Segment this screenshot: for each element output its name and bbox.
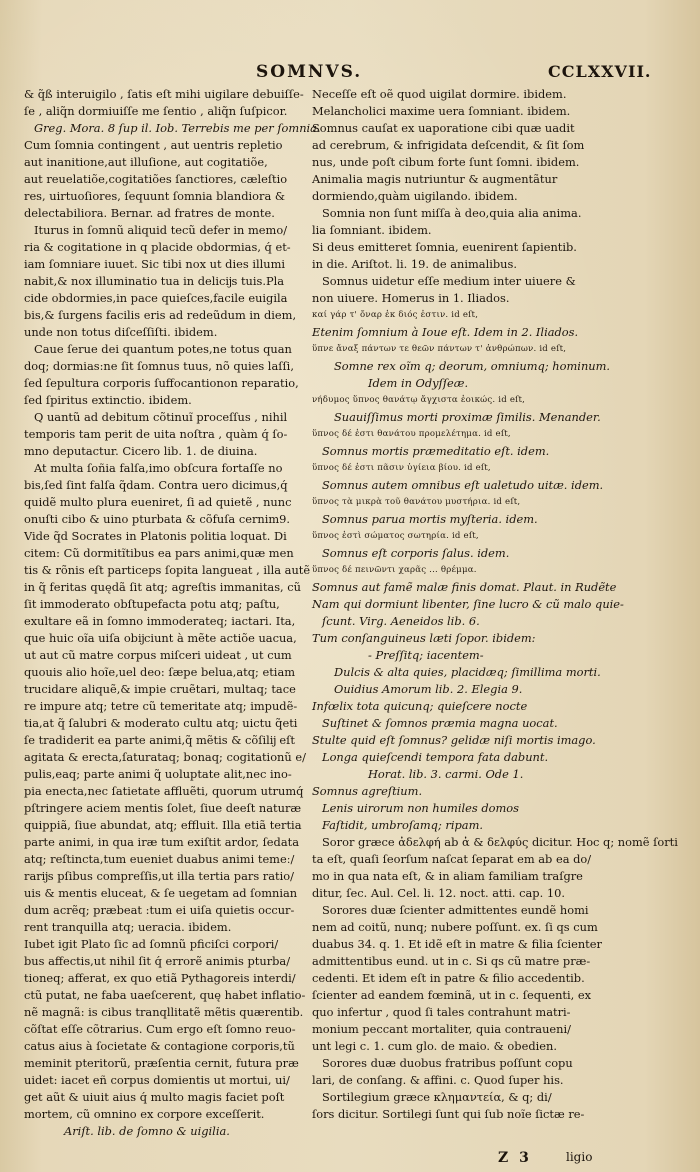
text-line: - Preſſitq; iacentem-: [368, 648, 484, 662]
text-line: onuſti cibo & uino pturbata & cõfuſa cernim9.: [24, 512, 291, 526]
text-line: Stulte quid eſt ſomnus? gelidæ niſi mortis imago.: [312, 733, 596, 747]
text-line: Somnus cauſat ex uaporatione cibi quæ uadit: [312, 121, 575, 135]
text-line: uidet: iacet eñ corpus domientis ut mortui, ui/: [24, 1073, 290, 1087]
text-line: Suauiſſimus morti proximæ ſimilis. Menander.: [334, 410, 601, 424]
text-line: Somnus aut famẽ malæ finis domat. Plaut. in Rudẽte: [312, 580, 617, 594]
text-line: agitata & erecta,ſaturataq; bonaq; cogitationũ e/: [24, 750, 306, 764]
text-line: Neceſſe eſt oẽ quod uigilat dormire. ibidem.: [312, 87, 567, 101]
text-line: Somnus agreſtium.: [312, 784, 423, 798]
text-line: aut reuelatiõe,cogitatiões ſanctiores, cæleſtio: [24, 172, 288, 186]
text-line: Somnus parua mortis myſteria. idem.: [322, 512, 538, 526]
text-line: ſed ſpiritus extinctio. ibidem.: [24, 393, 192, 407]
text-line: mno deputactur. Cicero lib. 1. de diuina.: [24, 444, 258, 458]
text-line: Horat. lib. 3. carmi. Ode 1.: [368, 767, 524, 781]
left-column: [24, 86, 324, 1140]
catchword: ligio: [566, 1150, 593, 1164]
text-line: ſcienter ad eandem fœminã, ut in c. ſequenti, ex: [312, 988, 592, 1002]
text-line: ὕπνε ἄναξ πάντων τε θεῶν πάντων τ' ἀνθρώπων. id eſt,: [312, 344, 567, 354]
signature-mark: Z 3: [498, 1150, 532, 1166]
text-line: Suſtinet & ſomnos præmia magna uocat.: [322, 716, 558, 730]
text-line: uis & mentis eluceat, & ſe uegetam ad ſomnian: [24, 886, 298, 900]
text-line: duabus 34. q. 1. Et idẽ eſt in matre & filia ſcienter: [312, 937, 602, 951]
text-line: Iubet igit Plato ſic ad ſomnũ pficiſci corpori/: [24, 937, 279, 951]
text-line: unde non totus diſceſſiſti. ibidem.: [24, 325, 218, 339]
text-line: ὕπνος ἐστὶ σώματος σωτηρία. id eſt,: [312, 531, 479, 541]
text-line: ſcunt. Virg. Aeneidos lib. 6.: [322, 614, 480, 628]
text-line: que huic oĩa uiſa obĳciunt à mẽte actiõe uacua,: [24, 631, 297, 645]
text-line: ὕπνος δέ πεινῶντι χαρᾶς ... θρέμμα.: [312, 565, 477, 575]
text-line: ditur, ſec. Aul. Cel. li. 12. noct. atti. cap. 10.: [312, 886, 565, 900]
text-line: ut aut cũ matre corpus miſceri uideat , ut cum: [24, 648, 292, 662]
text-line: tioneq; afferat, ex quo etiã Pythagoreis interdi/: [24, 971, 296, 985]
text-line: ſors dicitur. Sortilegi ſunt qui ſub noĩe ſictæ re-: [312, 1107, 585, 1121]
text-line: Si deus emitteret ſomnia, euenirent ſapientib.: [312, 240, 577, 254]
text-line: ria & cogitatione in q placide obdormias, q́ et-: [24, 240, 291, 254]
text-line: lia ſomniant. ibidem.: [312, 223, 432, 237]
text-line: quippiã, ſiue abundat, atq; effluit. Illa etiã tertia: [24, 818, 302, 832]
text-line: pia enecta,nec ſatietate affluẽti, quorum utrumq́: [24, 784, 304, 798]
text-line: mortem, cũ omnino ex corpore exceſſerit.: [24, 1107, 265, 1121]
text-line: nus, unde poſt cibum forte ſunt ſomni. ibidem.: [312, 155, 580, 169]
text-line: Dulcis & alta quies, placidæq; ſimillima morti.: [334, 665, 601, 679]
text-line: aut inanitione,aut illuſione, aut cogitatiõe,: [24, 155, 268, 169]
text-line: ſed ſepultura corporis ſuffocantionon reparatio,: [24, 376, 299, 390]
text-line: non uiuere. Homerus in 1. Iliados.: [312, 291, 510, 305]
text-line: Somnus mortis præmeditatio eſt. idem.: [322, 444, 550, 458]
text-line: Melancholici maxime uera ſomniant. ibidem.: [312, 104, 571, 118]
text-line: monium peccant mortaliter, quia contraueni/: [312, 1022, 571, 1036]
text-line: Somne rex oĩm q; deorum, omniumq; hominum.: [334, 359, 611, 373]
text-line: quo infertur , quod ſi tales contrahunt matri-: [312, 1005, 571, 1019]
text-line: Caue ſerue dei quantum potes,ne totus quan: [34, 342, 292, 356]
text-line: nem ad coitũ, nunq; nubere poſſunt. ex. ſi qs cum: [312, 920, 598, 934]
text-line: admittentibus eund. ut in c. Si qs cũ matre præ-: [312, 954, 591, 968]
text-line: καί γάρ τ' ὄναρ ἐκ διός ἐστιν. id eſt,: [312, 310, 479, 320]
text-line: Longa quieſcendi tempora fata dabunt.: [322, 750, 549, 764]
text-line: delectabiliora. Bernar. ad fratres de monte.: [24, 206, 275, 220]
text-line: tis & rõnis eſt particeps ſopita langueat , illa autẽ: [24, 563, 311, 577]
text-line: res, uirtuoſiores, ſequunt ſomnia blandiora &: [24, 189, 286, 203]
text-line: lari, de conſang. & affini. c. Quod ſuper his.: [312, 1073, 564, 1087]
text-line: Animalia magis nutriuntur & augmentãtur: [312, 172, 558, 186]
text-line: Lenis uirorum non humiles domos: [322, 801, 520, 815]
text-line: pſtringere aciem mentis ſolet, ſiue deeſt naturæ: [24, 801, 302, 815]
text-line: Infœlix tota quicunq; quieſcere nocte: [312, 699, 528, 713]
text-line: Ouidius Amorum lib. 2. Elegia 9.: [334, 682, 523, 696]
text-line: dormiendo,quàm uigilando. ibidem.: [312, 189, 518, 203]
text-line: Somnia non ſunt miſſa à deo,quia alia anima.: [322, 206, 582, 220]
text-line: dum acrẽq; præbeat :tum ei uiſa quietis occur-: [24, 903, 295, 917]
text-line: Sortilegium græce κλημαντεία, & q; di/: [322, 1090, 552, 1104]
text-line: exultare eã in ſomno immoderateq; iactari. Ita,: [24, 614, 296, 628]
text-line: Etenim ſomnium à Ioue eſt. Idem in 2. Iliados.: [312, 325, 579, 339]
text-line: Greg. Mora. 8 ſup il. Iob. Terrebis me per ſomnia.: [34, 121, 321, 135]
text-line: rarĳs pſibus compreſſis,ut illa tertia pars ratio/: [24, 869, 294, 883]
text-line: get aũt & uiuit aius q́ multo magis faciet poſt: [24, 1090, 285, 1104]
text-line: ſe tradiderit ea parte animi,q̃ mẽtis & cõſilĳ eſt: [24, 733, 295, 747]
text-line: iam ſomniare iuuet. Sic tibi nox ut dies illumi: [24, 257, 286, 271]
text-line: temporis tam perit de uita noſtra , quàm q́ ſo-: [24, 427, 288, 441]
text-line: meminit pteritorũ, præſentia cernit, futura præ: [24, 1056, 299, 1070]
text-line: ſe , aliq̃n dormiuiſſe me ſentio , aliq̃n ſuſpicor.: [24, 104, 288, 118]
folio-number: CCLXXVII.: [548, 62, 652, 81]
text-line: ctũ putat, ne faba uaeſcerent, quę habet inflatio-: [24, 988, 306, 1002]
text-line: in q̃ feritas quędã ſit atq; agreſtis immanitas, cũ: [24, 580, 301, 594]
text-line: quouis alio hoĩe,uel deo: ſæpe belua,atq; etiam: [24, 665, 296, 679]
text-line: nẽ magnã: is cibus tranqllitatẽ mẽtis quærentib.: [24, 1005, 304, 1019]
text-line: ὕπνος δέ ἐστι θανάτου προμελέτημα. id eſt,: [312, 429, 511, 439]
text-line: in die. Ariſtot. li. 19. de animalibus.: [312, 257, 517, 271]
text-line: trucidare aliquẽ,& impie cruẽtari, multaq; tace: [24, 682, 296, 696]
text-line: atq; reſtincta,tum eueniet duabus animi temeː/: [24, 852, 295, 866]
text-line: Iturus in ſomnũ aliquid tecũ defer in memo/: [34, 223, 288, 237]
text-line: cide obdormies,in pace quieſces,facile euigila: [24, 291, 288, 305]
text-line: catus aius à ſocietate & contagione corporis,tũ: [24, 1039, 295, 1053]
text-line: bus affectis,ut nihil ſit q́ errorẽ animis pturba/: [24, 954, 291, 968]
text-line: Vide q̃d Socrates in Platonis politia loquat. Di: [24, 529, 287, 543]
text-line: Faſtidit, umbroſamq; ripam.: [322, 818, 483, 832]
text-line: Somnus uidetur eſſe medium inter uiuere &: [322, 274, 576, 288]
text-line: Soror græce ἀδελφή ab ἀ & δελφύς dicitur. Hoc q; nomẽ ſorti: [322, 835, 678, 849]
text-line: cõſtat eſſe cõtrarius. Cum ergo eſt ſomno reuo-: [24, 1022, 296, 1036]
text-line: ὕπνος δέ ἐστι πᾶσιν ὑγίεια βίου. id eſt,: [312, 463, 491, 473]
text-line: Idem in Odyſſeæ.: [368, 376, 469, 390]
text-line: cedenti. Et idem eſt in patre & filio accedentib.: [312, 971, 585, 985]
text-line: Tum conſanguineus læti ſopor. ibidem:: [312, 631, 536, 645]
text-line: Q uantũ ad debitum cõtinuĩ proceſſus , nihil: [34, 410, 288, 424]
running-title: SOMNVS.: [256, 62, 363, 82]
text-line: bis,ſed ſint falſa q̃dam. Contra uero dicimus,q́: [24, 478, 288, 492]
text-line: Sorores duæ ſcienter admittentes eundẽ homi: [322, 903, 589, 917]
text-line: Somnus autem omnibus eſt ualetudo uitæ. idem.: [322, 478, 604, 492]
text-line: tia,at q̃ ſalubri & moderato cultu atq; uictu q̃eti: [24, 716, 298, 730]
text-line: unt legi c. 1. cum glo. de maio. & obedien.: [312, 1039, 557, 1053]
text-line: ſit immoderato obſtupefacta potu atq; paſtu,: [24, 597, 280, 611]
text-line: rent tranquilla atq; ueracia. ibidem.: [24, 920, 232, 934]
text-line: Sorores duæ duobus fratribus poſſunt copu: [322, 1056, 573, 1070]
text-line: ὕπνος τὰ μικρὰ τοῦ θανάτου μυστήρια. id eſt,: [312, 497, 521, 507]
text-line: Nam qui dormiunt libenter, ſine lucro & cũ malo quie-: [312, 597, 624, 611]
text-line: Somnus eſt corporis ſalus. idem.: [322, 546, 510, 560]
text-line: νήδυμος ὕπνος θανάτῳ ἄγχιστα ἐοικώς. id eſt,: [312, 395, 526, 405]
text-line: quidẽ multo plura eueniret, ſi ad quietẽ , nunc: [24, 495, 292, 509]
text-line: doq; dormias:ne ſit ſomnus tuus, nõ quies laſſi,: [24, 359, 294, 373]
text-line: re impure atq; tetre cũ temeritate atq; impudẽ-: [24, 699, 298, 713]
text-line: nabit,& nox illuminatio tua in delicĳs tuis.Pla: [24, 274, 285, 288]
text-line: citem: Cũ dormitĩtibus ea pars animi,quæ men: [24, 546, 294, 560]
text-line: mo in qua nata eſt, & in aliam familiam traſgre: [312, 869, 583, 883]
text-line: At multa ſoñia falſa,imo obſcura fortaſſe no: [34, 461, 283, 475]
text-line: Ariſt. lib. de ſomno & uigilia.: [64, 1124, 230, 1138]
text-line: ad cerebrum, & infrigidata deſcendit, & ſit ſom: [312, 138, 585, 152]
text-line: ta eſt, quaſi ſeorſum naſcat ſeparat em ab ea do/: [312, 852, 592, 866]
text-line: bis,& ſurgens facilis eris ad redeũdum in diem,: [24, 308, 297, 322]
right-column: [312, 86, 678, 1123]
text-line: Cum ſomnia contingent , aut uentris repletio: [24, 138, 283, 152]
text-line: & q̃ß interuigilo , ſatis eſt mihi uigilare debuiſſe-: [24, 87, 304, 101]
text-line: pulis,eaq; parte animi q̃ uoluptate alit,nec ino-: [24, 767, 292, 781]
text-line: parte animi, in qua iræ tum exiſtit ardor, ſedata: [24, 835, 299, 849]
